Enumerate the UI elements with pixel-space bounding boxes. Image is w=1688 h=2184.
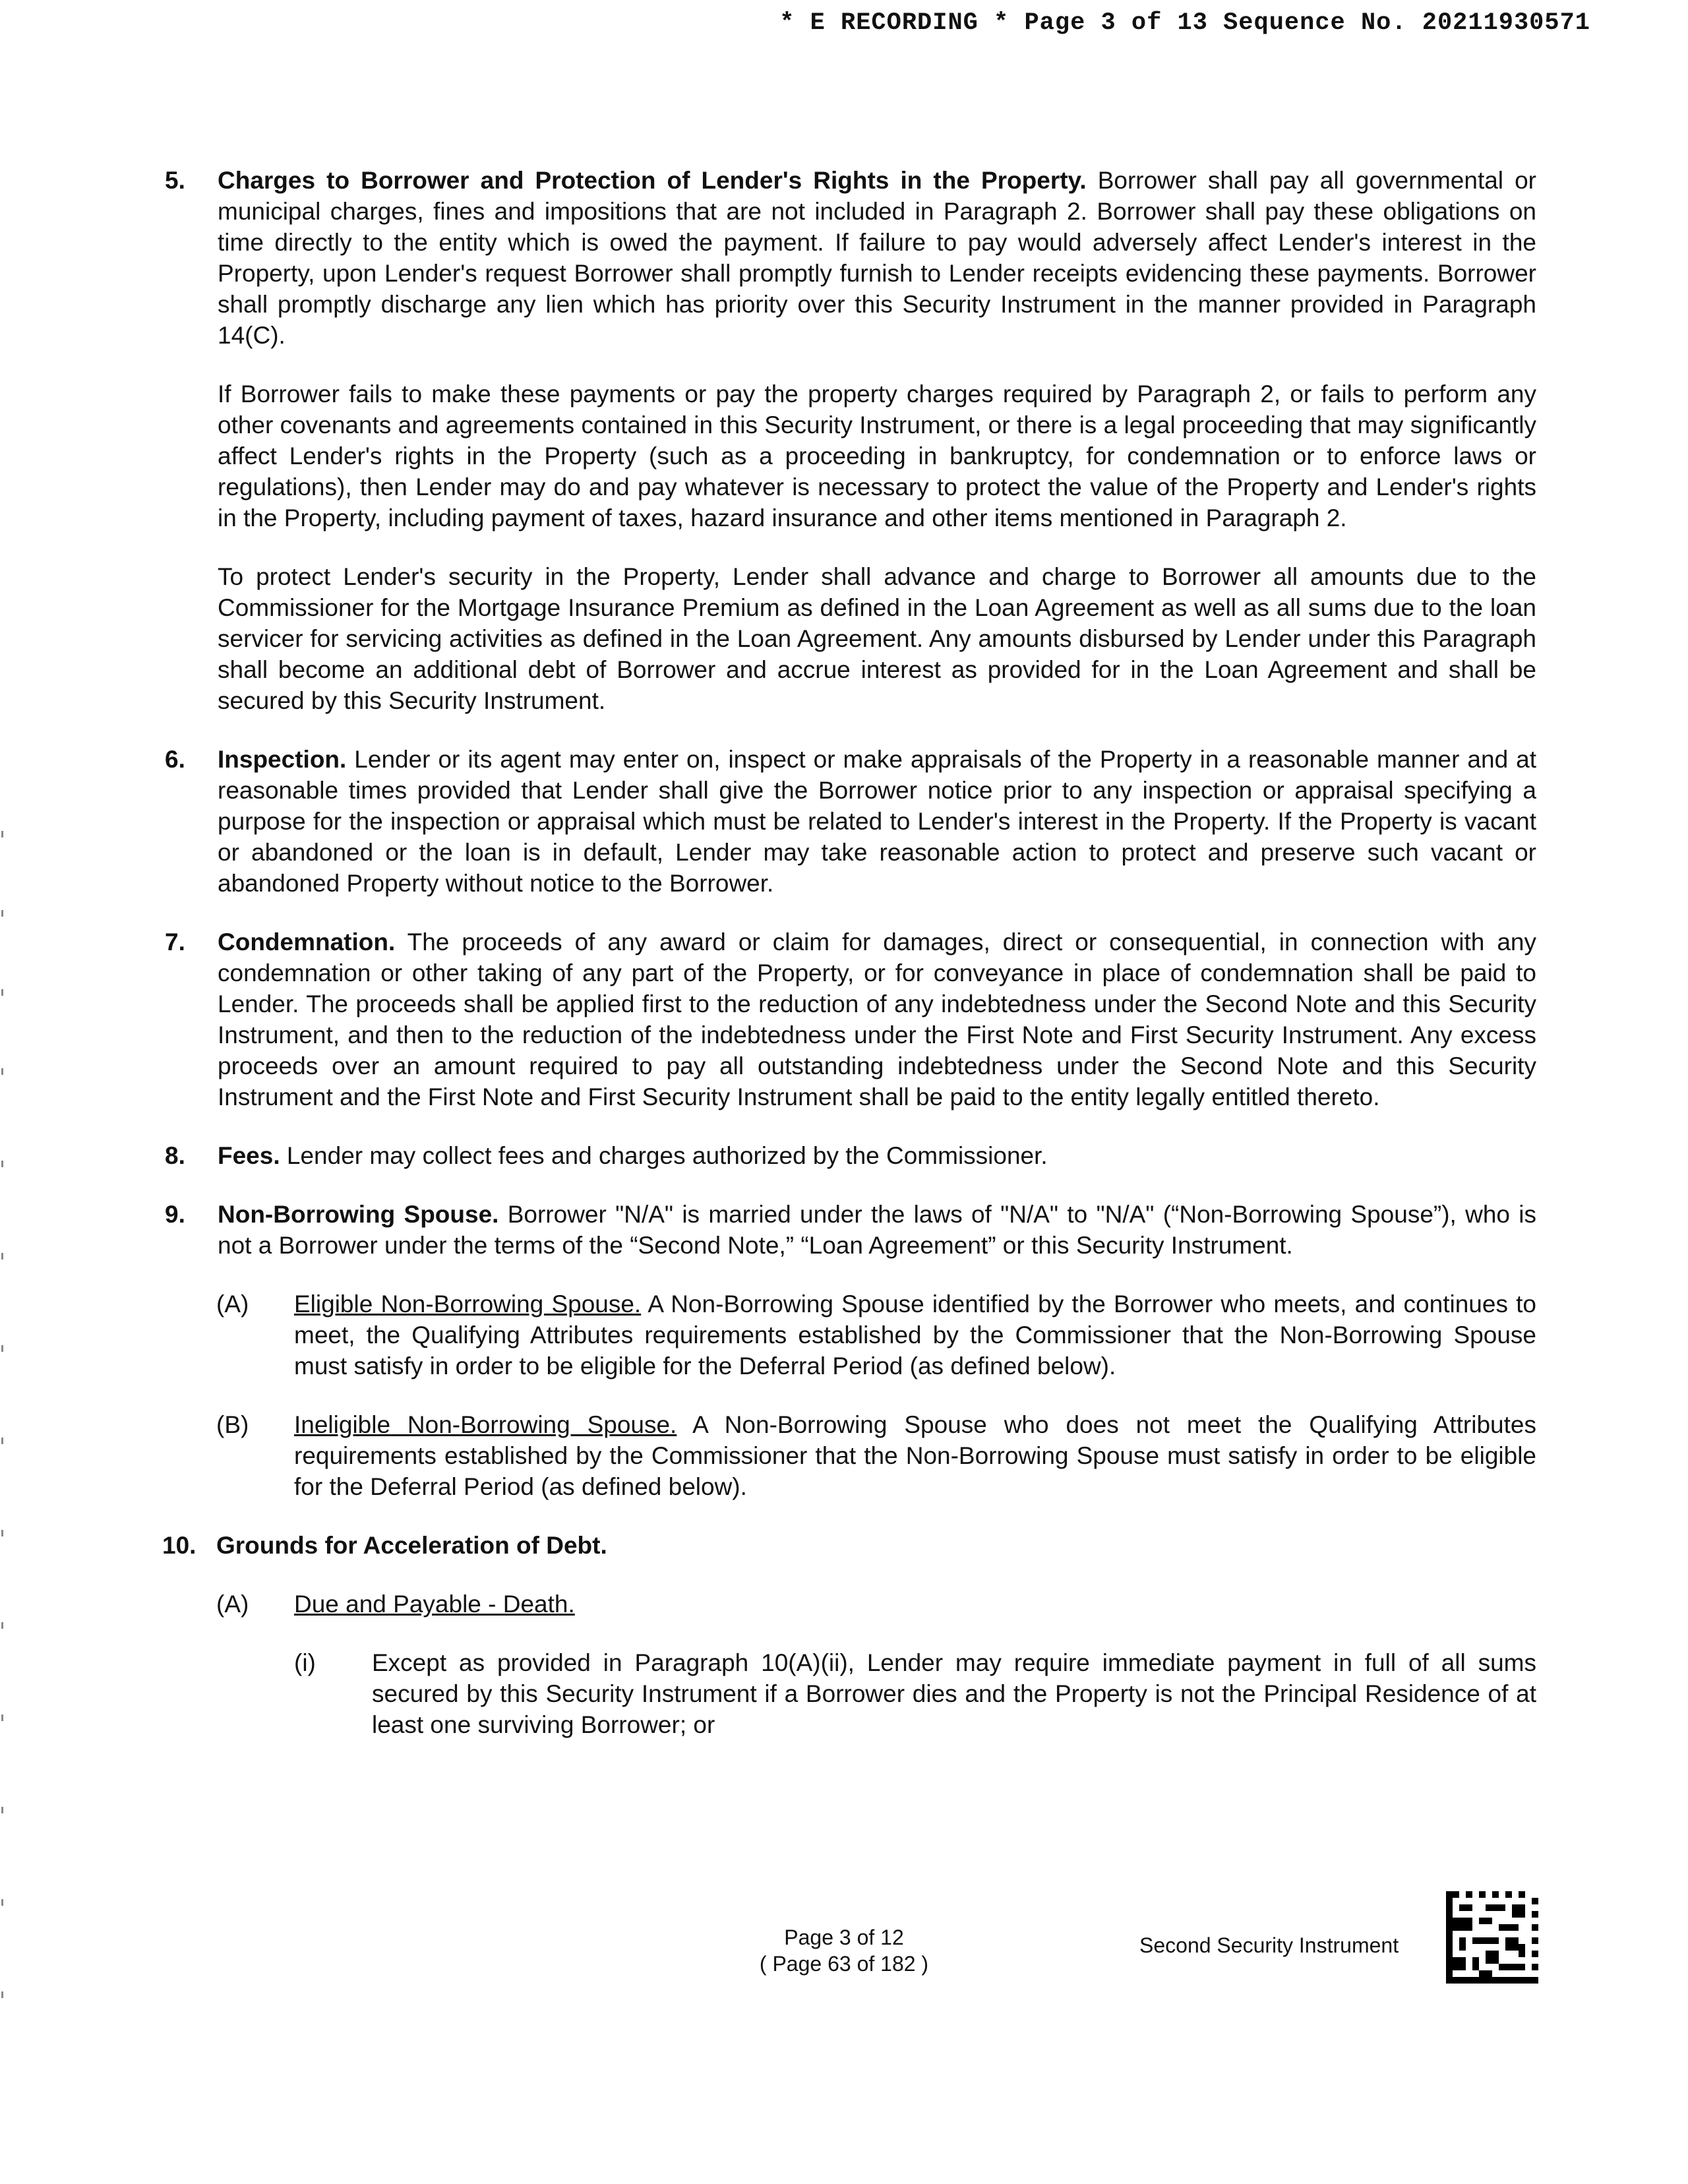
- section-number: 8.: [165, 1142, 185, 1169]
- section-title: Charges to Borrower and Protection of Lender's Rights in the Property.: [218, 167, 1087, 194]
- section-title: Inspection.: [218, 746, 347, 773]
- recording-header: * E RECORDING * Page 3 of 13 Sequence No. 20211930571: [779, 9, 1590, 37]
- subsection-label: (A): [216, 1290, 249, 1318]
- subsection-label: (A): [216, 1591, 249, 1618]
- section-9-subsection-b: [216, 1409, 1536, 1502]
- section-5-paragraph-1: [218, 165, 1536, 351]
- item-text: Except as provided in Paragraph 10(A)(ii), Lender may require immediate payment in full of all sums secured by this Security Instrument if a Borrower dies and the Property is not the Principal Residence of at least one surviving Borrower; or: [372, 1649, 1536, 1738]
- subsection-title: Due and Payable - Death.: [294, 1591, 575, 1618]
- section-7: [165, 926, 1536, 1112]
- subsection-text: [294, 1589, 1536, 1620]
- section-6: [165, 744, 1536, 899]
- section-5: [165, 165, 1536, 716]
- section-8: [165, 1140, 1536, 1171]
- section-title: Fees.: [218, 1142, 280, 1169]
- section-9-subsection-a: [216, 1289, 1536, 1381]
- scan-margin-marks: [0, 791, 5, 2110]
- subsection-text: Eligible Non-Borrowing Spouse. A Non-Borrowing Spouse identified by the Borrower who meets, and continues to meet, the Qualifying Attributes requirements established by the Commissioner that the Non-Borrowing Spouse must satisfy in order to be eligible for the Deferral Period (as defined below).: [294, 1290, 1536, 1380]
- section-number: 6.: [165, 746, 185, 773]
- section-10-subsection-a: [216, 1589, 1536, 1620]
- section-text: Lender may collect fees and charges authorized by the Commissioner.: [280, 1142, 1048, 1169]
- page-total: ( Page 63 of 182 ): [759, 1952, 929, 1976]
- section-number: 10.: [162, 1532, 196, 1559]
- document-name: Second Security Instrument: [1139, 1933, 1399, 1957]
- section-number: 5.: [165, 167, 185, 194]
- section-7-paragraph: [218, 926, 1536, 1112]
- section-title: Condemnation.: [218, 928, 396, 956]
- section-text: Borrower shall pay all governmental or municipal charges, fines and impositions that are not included in Paragraph 2. Borrower shall pay these obligations on time directly to the entity which is owed the payment. If failure to pay would adversely affect Lender's interest in the Property, upon Lender's request Borrower shall promptly furnish to Lender receipts evidencing these payments. Borrower shall promptly discharge any lien which has priority over this Security Instrument in the manner provided in Paragraph 14(C).: [218, 167, 1536, 349]
- datamatrix-barcode-icon: [1444, 1891, 1540, 1984]
- subsection-title: Ineligible Non-Borrowing Spouse.: [294, 1411, 677, 1438]
- section-9: [165, 1199, 1536, 1502]
- section-5-paragraph-3: To protect Lender's security in the Property, Lender shall advance and charge to Borrower all amounts due to the Commissioner for the Mortgage Insurance Premium as defined in the Loan Agreement as well as all sums due to the loan servicer for servicing activities as defined in the Loan Agreement. Any amounts disbursed by Lender under this Paragraph shall become an additional debt of Borrower and accrue interest as provided for in the Loan Agreement and shall be secured by this Security Instrument.: [218, 563, 1536, 714]
- section-10: [164, 1530, 1536, 1740]
- page-number: Page 3 of 12: [784, 1926, 904, 1949]
- section-9-paragraph: [218, 1199, 1536, 1261]
- section-number: 7.: [165, 928, 185, 956]
- document-body: [162, 165, 1536, 1768]
- section-number: 9.: [165, 1201, 185, 1228]
- section-title: Grounds for Acceleration of Debt.: [216, 1532, 607, 1559]
- section-8-paragraph: [218, 1140, 1536, 1171]
- section-text: The proceeds of any award or claim for damages, direct or consequential, in connection with any condemnation or other taking of any part of the Property, or for conveyance in place of condemnation shall be paid to Lender. The proceeds shall be applied first to the reduction of any indebtedness under the Second Note and this Security Instrument, and then to the reduction of the indebtedness under the First Note and First Security Instrument. Any excess proceeds over an amount required to pay all outstanding indebtedness under the Second Note and this Security Instrument and the First Note and First Security Instrument shall be paid to the entity legally entitled thereto.: [218, 928, 1536, 1110]
- subsection-text: Ineligible Non-Borrowing Spouse. A Non-Borrowing Spouse who does not meet the Qualifying Attributes requirements established by the Commissioner that the Non-Borrowing Spouse must satisfy in order to be eligible for the Deferral Period (as defined below).: [294, 1411, 1536, 1500]
- section-10-a-item-i: [294, 1647, 1536, 1740]
- section-6-paragraph: [218, 744, 1536, 899]
- subsection-title: Eligible Non-Borrowing Spouse.: [294, 1290, 642, 1318]
- section-5-paragraph-2: If Borrower fails to make these payments or pay the property charges required by Paragraph 2, or fails to perform any other covenants and agreements contained in this Security Instrument, or there is a legal proceeding that may significantly affect Lender's rights in the Property (such as a proceeding in bankruptcy, for condemnation or to enforce laws or regulations), then Lender may do and pay whatever is necessary to protect the value of the Property and Lender's rights in the Property, including payment of taxes, hazard insurance and other items mentioned in Paragraph 2.: [218, 380, 1536, 531]
- section-title: Non-Borrowing Spouse.: [218, 1201, 499, 1228]
- section-text: Lender or its agent may enter on, inspect or make appraisals of the Property in a reasonable manner and at reasonable times provided that Lender shall give the Borrower notice prior to any inspection or appraisal specifying a purpose for the inspection or appraisal which must be related to Lender's interest in the Property. If the Property is vacant or abandoned or the loan is in default, Lender may take reasonable action to protect and preserve such vacant or abandoned Property without notice to the Borrower.: [218, 746, 1536, 897]
- section-text: Borrower "N/A" is married under the laws of "N/A" to "N/A" (“Non-Borrowing Spouse”), who is not a Borrower under the terms of the “Second Note,” “Loan Agreement” or this Security Instrument.: [218, 1201, 1536, 1259]
- page-number-block: [738, 1924, 950, 1977]
- subsection-label: (B): [216, 1411, 249, 1438]
- item-label: (i): [294, 1649, 316, 1676]
